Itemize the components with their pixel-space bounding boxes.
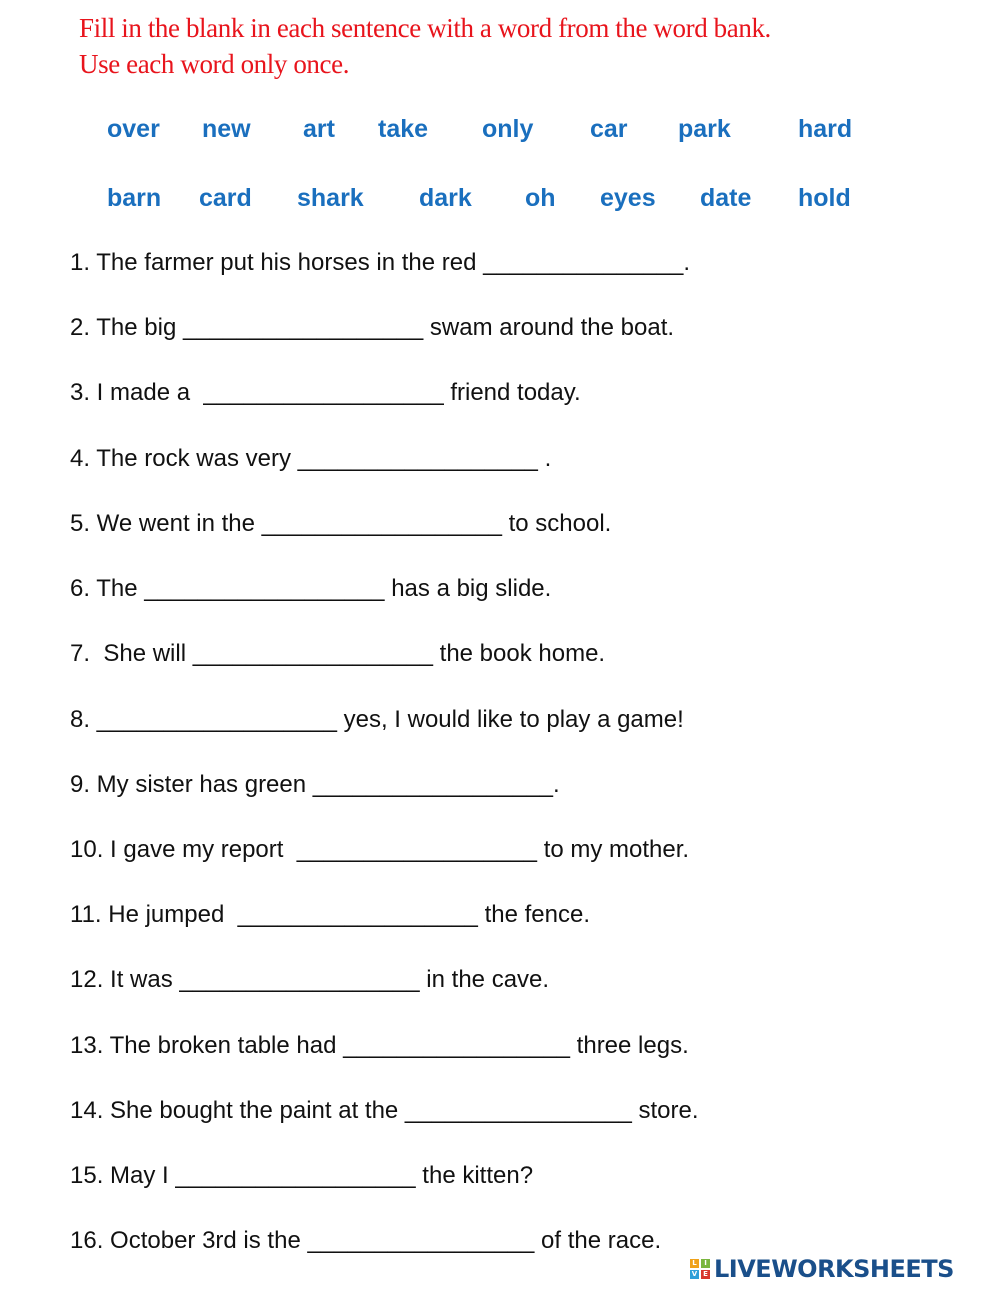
word-bank-word[interactable]: hold	[798, 184, 851, 212]
logo-text: LIVEWORKSHEETS	[714, 1255, 954, 1283]
word-bank-word[interactable]: eyes	[600, 184, 656, 212]
sentence-12[interactable]: 12. It was __________________ in the cave.	[70, 966, 550, 993]
instructions-line-1: Fill in the blank in each sentence with a word from the word bank.	[79, 13, 771, 43]
sentence-1[interactable]: 1. The farmer put his horses in the red _______________.	[70, 249, 690, 276]
sentence-5[interactable]: 5. We went in the __________________ to school.	[70, 510, 612, 537]
word-bank-word[interactable]: card	[199, 184, 252, 212]
word-bank-word[interactable]: park	[678, 115, 731, 143]
sentence-2[interactable]: 2. The big __________________ swam around the boat.	[70, 314, 675, 341]
word-bank-word[interactable]: barn	[107, 184, 162, 212]
sentence-13[interactable]: 13. The broken table had _________________ three legs.	[70, 1032, 689, 1059]
sentence-9[interactable]: 9. My sister has green __________________.	[70, 771, 560, 798]
word-bank-word[interactable]: only	[482, 115, 534, 143]
sentence-6[interactable]: 6. The __________________ has a big slide.	[70, 575, 552, 602]
sentence-8[interactable]: 8. __________________ yes, I would like to play a game!	[70, 706, 684, 733]
liveworksheets-logo	[690, 1253, 954, 1285]
word-bank-word[interactable]: new	[202, 115, 251, 143]
word-bank-word[interactable]: date	[700, 184, 752, 212]
word-bank-word[interactable]: shark	[297, 184, 364, 212]
sentence-14[interactable]: 14. She bought the paint at the _________________ store.	[70, 1097, 699, 1124]
word-bank-word[interactable]: art	[303, 115, 335, 143]
sentence-15[interactable]: 15. May I __________________ the kitten?	[70, 1162, 534, 1189]
word-bank-word[interactable]: hard	[798, 115, 853, 143]
word-bank-word[interactable]: over	[107, 115, 160, 143]
sentence-4[interactable]: 4. The rock was very __________________ .	[70, 445, 552, 472]
sentence-3[interactable]: 3. I made a __________________ friend today.	[70, 379, 581, 406]
instructions-line-2: Use each word only once.	[79, 49, 350, 79]
word-bank-word[interactable]: take	[378, 115, 429, 143]
sentence-10[interactable]: 10. I gave my report __________________ to my mother.	[70, 836, 690, 863]
logo-mark-icon: L I V E	[690, 1259, 710, 1279]
sentence-7[interactable]: 7. She will __________________ the book home.	[70, 640, 606, 667]
word-bank-word[interactable]: car	[590, 115, 628, 143]
word-bank-word[interactable]: dark	[419, 184, 472, 212]
sentence-16[interactable]: 16. October 3rd is the _________________ of the race.	[70, 1227, 662, 1254]
sentence-11[interactable]: 11. He jumped __________________ the fence.	[70, 901, 590, 928]
instructions	[79, 10, 771, 82]
word-bank-word[interactable]: oh	[525, 184, 556, 212]
